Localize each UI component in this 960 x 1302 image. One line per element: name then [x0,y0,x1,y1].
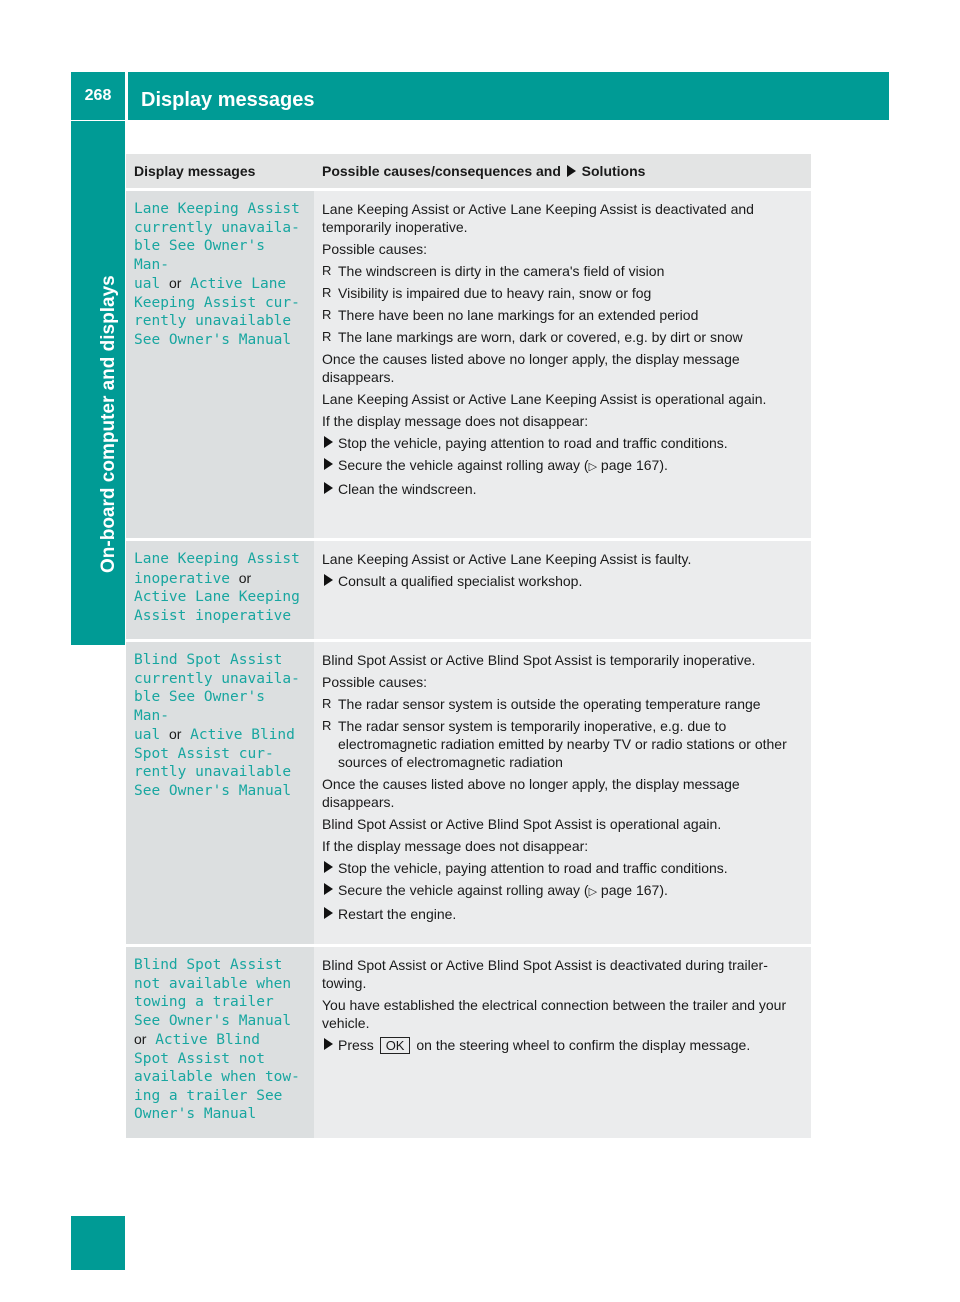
or-text: or [238,569,252,586]
cause-paragraph: Once the causes listed above no longer apply, the display message disappears. [322,776,740,810]
action-arrow-icon [322,881,335,899]
bullet-r-icon: R [322,718,332,733]
causes-cell [314,191,811,541]
display-message-text: Blind Spot Assist not available when towing a trailer See Owner's Manual [134,957,292,1029]
causes-cell [314,642,811,947]
chapter-label: On-board computer and displays [98,275,119,573]
display-message-text: Blind Spot Assist currently unavaila- ble See Owner's Man- ual [134,652,300,743]
action-arrow-icon [567,165,576,177]
cause-paragraph: Lane Keeping Assist or Active Lane Keeping Assist is deactivated and temporarily inoperative. [322,201,754,235]
solution-step: Press OK on the steering wheel to confirm the display message. [322,1036,804,1054]
cause-bullet: R The radar sensor system is outside the operating temperature range [322,696,761,712]
message-cell [126,541,314,642]
solution-step: Secure the vehicle against rolling away (▷ page 167). [322,456,804,476]
solution-step: Stop the vehicle, paying attention to road and traffic conditions. [322,859,804,877]
cause-bullet: R There have been no lane markings for an extended period [322,307,699,323]
cause-paragraph: If the display message does not disappear: [322,413,589,429]
or-text: or [168,726,182,742]
cause-paragraph: Blind Spot Assist or Active Blind Spot Assist is temporarily inoperative. [322,652,756,668]
page-ref-icon: ▷ [588,886,598,898]
page-ref-icon: ▷ [588,461,598,473]
action-arrow-icon [322,859,335,877]
solution-step: Consult a qualified specialist workshop. [322,572,804,590]
display-message-text: Lane Keeping Assist currently unavaila- ble See Owner's Man- ual [134,201,300,292]
cause-paragraph: You have established the electrical connection between the trailer and your vehicle. [322,997,787,1031]
cause-paragraph: If the display message does not disappear: [322,838,589,854]
cause-bullet: R The lane markings are worn, dark or covered, e.g. by dirt or snow [322,329,743,345]
message-cell [126,642,314,947]
or-text: or [134,1031,147,1047]
display-message-alt-text: Active Lane Keeping Assist inoperative [134,589,300,624]
bullet-r-icon: R [322,263,332,278]
action-arrow-icon [322,480,335,498]
table-row [126,642,811,947]
table-row [126,541,811,642]
display-message-alt-text: Active Lane Keeping Assist cur- rently unavailable See Owner's Manual [134,276,300,348]
page-header [71,72,889,120]
cause-bullet: R The radar sensor system is temporarily inoperative, e.g. due to electromagnetic radiation emitted by nearby TV or radio stations or other sources of electromagnetic radiation [322,718,787,770]
cause-paragraph: Lane Keeping Assist or Active Lane Keeping Assist is operational again. [322,391,767,407]
action-arrow-icon [322,1036,335,1054]
solution-step: Restart the engine. [322,905,804,923]
display-messages-table [126,154,811,1141]
action-arrow-icon [322,572,335,590]
col-header-causes-text: Possible causes/consequences and [322,163,561,179]
display-message-alt-text: Active Blind Spot Assist not available when tow- ing a trailer See Owner's Manual [134,1032,300,1122]
cause-paragraph: Once the causes listed above no longer apply, the display message disappears. [322,351,740,385]
table-row [126,191,811,541]
possible-causes-label: Possible causes: [322,241,428,257]
cause-paragraph: Blind Spot Assist or Active Blind Spot Assist is operational again. [322,816,722,832]
message-cell [126,191,314,541]
header-divider [125,72,128,120]
bullet-r-icon: R [322,329,332,344]
cause-bullet: R Visibility is impaired due to heavy rain, snow or fog [322,285,652,301]
display-message-alt-text: Active Blind Spot Assist cur- rently unavailable See Owner's Manual [134,727,295,799]
bullet-r-icon: R [322,696,332,711]
solution-step: Stop the vehicle, paying attention to road and traffic conditions. [322,434,804,452]
causes-cell [314,541,811,642]
or-text: or [168,275,182,291]
solution-step: Clean the windscreen. [322,480,804,498]
thumb-index-marker [71,1216,125,1270]
action-arrow-icon [322,434,335,452]
display-message-text: Lane Keeping Assist inoperative [134,551,300,587]
action-arrow-icon [322,905,335,923]
bullet-r-icon: R [322,285,332,300]
col-header-causes [314,154,811,191]
cause-paragraph: Lane Keeping Assist or Active Lane Keeping Assist is faulty. [322,551,692,567]
page-number: 268 [84,87,112,104]
table-row [126,947,811,1141]
col-header-solutions-text: Solutions [581,163,646,179]
ok-button-icon: OK [380,1037,411,1054]
bullet-r-icon: R [322,307,332,322]
page-title: Display messages [141,89,315,111]
cause-bullet: R The windscreen is dirty in the camera's field of vision [322,263,665,279]
table-header-row [126,154,811,191]
message-cell [126,947,314,1141]
causes-cell [314,947,811,1141]
col-header-display-messages: Display messages [126,154,314,191]
action-arrow-icon [322,456,335,474]
cause-paragraph: Blind Spot Assist or Active Blind Spot Assist is deactivated during trailer-towing. [322,957,768,991]
solution-step: Secure the vehicle against rolling away (▷ page 167). [322,881,804,901]
possible-causes-label: Possible causes: [322,674,428,690]
